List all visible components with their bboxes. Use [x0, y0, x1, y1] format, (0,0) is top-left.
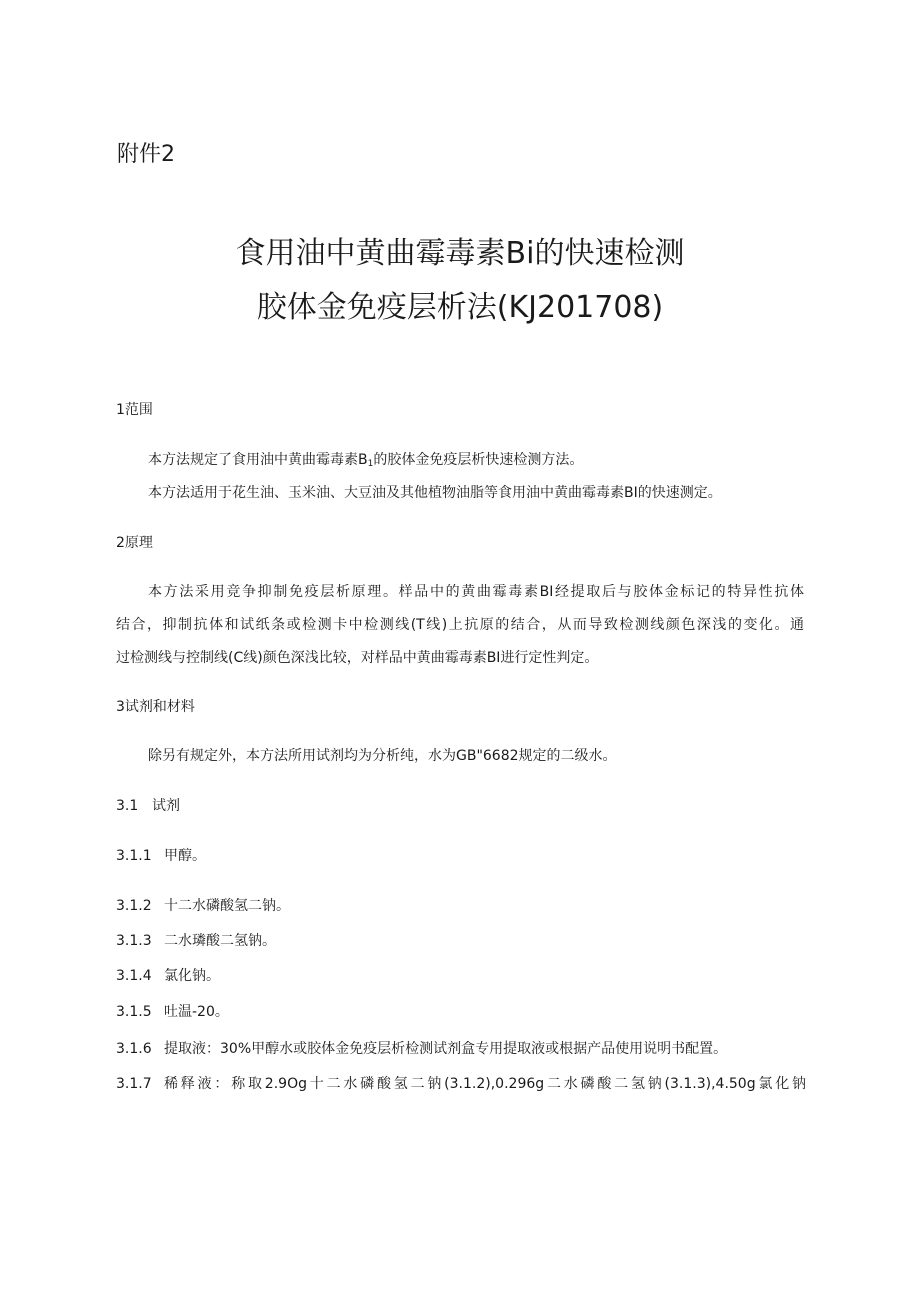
section-1-p1-post: 的胶体金免疫层析快速检测方法。	[373, 452, 584, 468]
list-item	[116, 1039, 727, 1059]
section-2-line-3: 过检测线与控制线(C线)颜色深浅比较，对样品中黄曲霉毒素BI进行定性判定。	[116, 650, 599, 666]
subsection-3-1	[116, 796, 180, 816]
section-1-p1-sub: 1	[367, 459, 374, 469]
title-line-2: 胶体金免疫层析法(KJ201708)	[256, 290, 664, 325]
list-item	[116, 896, 290, 916]
item-text: 十二水磷酸氢二钠。	[164, 898, 290, 914]
subsection-3-1-title: 试剂	[152, 798, 180, 814]
section-2-line-2: 结合，抑制抗体和试纸条或检测卡中检测线(T线)上抗原的结合，从而导致检测线颜色深浅的变化。通	[116, 617, 804, 633]
item-number: 3.1.2	[116, 898, 152, 914]
list-item	[116, 1002, 229, 1022]
item-number: 3.1.4	[116, 968, 152, 984]
annex-label: 附件2	[117, 142, 175, 167]
item-number: 3.1.5	[116, 1004, 152, 1020]
item-text: 吐温-20。	[164, 1004, 229, 1020]
item-number: 3.1.3	[116, 933, 152, 949]
list-item	[116, 966, 220, 986]
section-1-p1-pre: 本方法规定了食用油中黄曲霉毒素B	[148, 452, 368, 468]
section-3-heading: 3试剂和材料	[116, 699, 195, 715]
item-text: 二水璘酸二氢钠。	[164, 933, 276, 949]
item-text: 甲醇。	[164, 848, 206, 864]
title-line-1: 食用油中黄曲霉毒素Bi的快速检测	[235, 236, 685, 271]
subsection-3-1-number: 3.1	[116, 798, 139, 814]
item-text: 稀释液：称取2.9Og十二水磷酸氢二钠(3.1.2),0.296g二水磷酸二氢钠(3.1.3),4.50g氯化钠	[164, 1076, 806, 1092]
section-2-line-1: 本方法采用竞争抑制免疫层析原理。样品中的黄曲霉毒素BI经提取后与胶体金标记的特异性抗体	[148, 584, 804, 600]
section-2-heading: 2原理	[116, 535, 153, 551]
section-1-paragraph-2: 本方法适用于花生油、玉米油、大豆油及其他植物油脂等食用油中黄曲霉毒素BI的快速测定。	[148, 485, 722, 501]
section-1-heading: 1范围	[116, 402, 153, 418]
section-3-paragraph-1: 除另有规定外，本方法所用试剂均为分析纯，水为GB"6682规定的二级水。	[148, 748, 617, 764]
list-item	[116, 931, 276, 951]
item-number: 3.1.6	[116, 1041, 152, 1057]
section-1-paragraph-1	[148, 450, 808, 474]
item-number: 3.1.7	[116, 1076, 152, 1092]
list-item	[116, 846, 206, 866]
item-text: 提取液：30%甲醇水或胶体金免疫层析检测试剂盒专用提取液或根据产品使用说明书配置。	[164, 1041, 728, 1057]
item-number: 3.1.1	[116, 848, 152, 864]
item-text: 氯化钠。	[164, 968, 220, 984]
list-item	[116, 1074, 806, 1094]
